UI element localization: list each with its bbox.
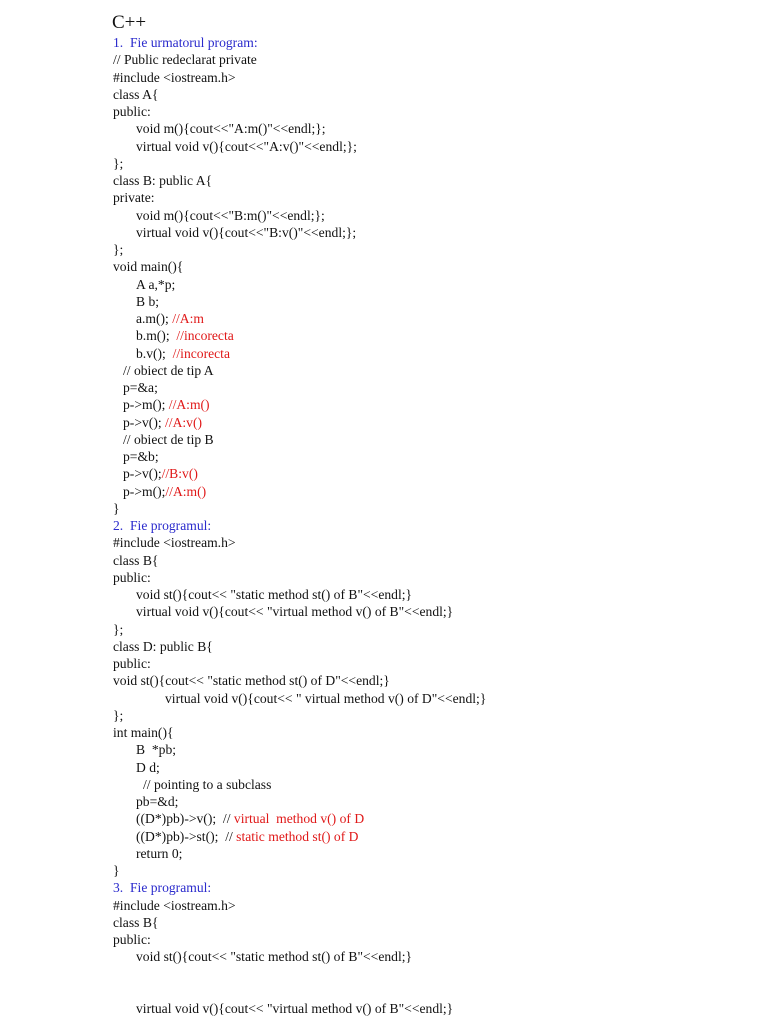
code-comment: //incorecta: [176, 328, 234, 344]
code-line: A a,*p;: [136, 276, 176, 292]
code-line: public:: [113, 932, 151, 947]
code-listing: [113, 34, 753, 1017]
code-line: }: [113, 500, 120, 516]
code-line: B b;: [136, 293, 160, 309]
code-line: [113, 465, 753, 482]
code-text: b.v();: [136, 345, 173, 361]
code-line: [113, 327, 753, 344]
code-comment: virtual method v() of D: [233, 811, 365, 827]
code-line: public:: [113, 656, 151, 671]
code-comment: //A:m: [172, 311, 204, 326]
code-text: p->v();: [123, 414, 166, 430]
code-comment: //A:v(): [165, 414, 203, 430]
code-text: a.m();: [136, 311, 173, 326]
code-line: void st(){cout<< "static method st() of B"<<endl;}: [136, 949, 413, 965]
code-line: };: [113, 621, 124, 637]
code-line: void m(){cout<<"B:m()"<<endl;};: [136, 207, 325, 223]
code-text: b.m();: [136, 328, 177, 344]
code-line: void m(){cout<<"A:m()"<<endl;};: [136, 121, 326, 137]
code-line: class A{: [113, 86, 159, 102]
code-line: [113, 396, 753, 413]
code-line: [113, 828, 753, 845]
section-heading-2: 2. Fie programul:: [113, 518, 212, 533]
code-text: p->v();: [123, 466, 162, 482]
code-line: class B{: [113, 552, 159, 568]
code-line: [113, 345, 753, 362]
code-line: };: [113, 707, 124, 723]
code-line: p=&b;: [123, 449, 159, 464]
code-comment: //A:m(): [168, 397, 210, 413]
code-text: ((D*)pb)->st(); //: [136, 828, 237, 844]
code-line: virtual void v(){cout<< "virtual method v() of B"<<endl;}: [136, 604, 454, 620]
code-line: public:: [113, 104, 151, 119]
code-line: [113, 810, 753, 827]
code-line: int main(){: [113, 725, 174, 740]
code-line: // pointing to a subclass: [143, 776, 272, 792]
code-comment: //A:m(): [165, 483, 207, 499]
code-line: void st(){cout<< "static method st() of D"<<endl;}: [113, 673, 390, 689]
code-comment: //B:v(): [161, 466, 198, 482]
code-line: }: [113, 863, 120, 878]
code-line: [113, 310, 753, 327]
code-line: void main(){: [113, 259, 184, 275]
blank-gap: [113, 966, 753, 1001]
code-line: D d;: [136, 759, 160, 775]
code-line: class D: public B{: [113, 638, 213, 654]
code-line: class B{: [113, 914, 159, 930]
code-line: [113, 483, 753, 500]
code-line: virtual void v(){cout<< " virtual method v() of D"<<endl;}: [165, 690, 487, 706]
code-line: // Public redeclarat private: [113, 52, 257, 68]
code-line: virtual void v(){cout<<"B:v()"<<endl;};: [136, 224, 357, 240]
code-line: private:: [113, 190, 155, 206]
code-line: class B: public A{: [113, 173, 213, 188]
section-heading-1: 1. Fie urmatorul program:: [113, 35, 258, 50]
code-line: public:: [113, 569, 151, 585]
code-text: ((D*)pb)->v(); //: [136, 811, 234, 827]
code-line: };: [113, 155, 124, 171]
code-line: B *pb;: [136, 742, 177, 758]
code-comment: //incorecta: [172, 345, 230, 361]
code-line: #include <iostream.h>: [113, 535, 236, 551]
code-line: p=&a;: [123, 380, 158, 395]
code-line: #include <iostream.h>: [113, 69, 236, 85]
code-line: };: [113, 242, 124, 257]
code-text: p->m();: [123, 483, 166, 499]
section-heading-3: 3. Fie programul:: [113, 880, 212, 896]
code-line: // obiect de tip B: [123, 431, 214, 447]
code-line: virtual void v(){cout<<"A:v()"<<endl;};: [136, 138, 357, 154]
code-line: virtual void v(){cout<< "virtual method v() of B"<<endl;}: [136, 1001, 454, 1016]
document-title: C++: [112, 12, 147, 33]
code-line: // obiect de tip A: [123, 362, 214, 378]
code-line: return 0;: [136, 845, 183, 861]
code-line: #include <iostream.h>: [113, 897, 236, 913]
code-comment: static method st() of D: [236, 828, 359, 844]
code-text: p->m();: [123, 397, 169, 413]
code-line: [113, 414, 753, 431]
code-line: pb=&d;: [136, 794, 179, 809]
code-line: void st(){cout<< "static method st() of B"<<endl;}: [136, 587, 413, 602]
